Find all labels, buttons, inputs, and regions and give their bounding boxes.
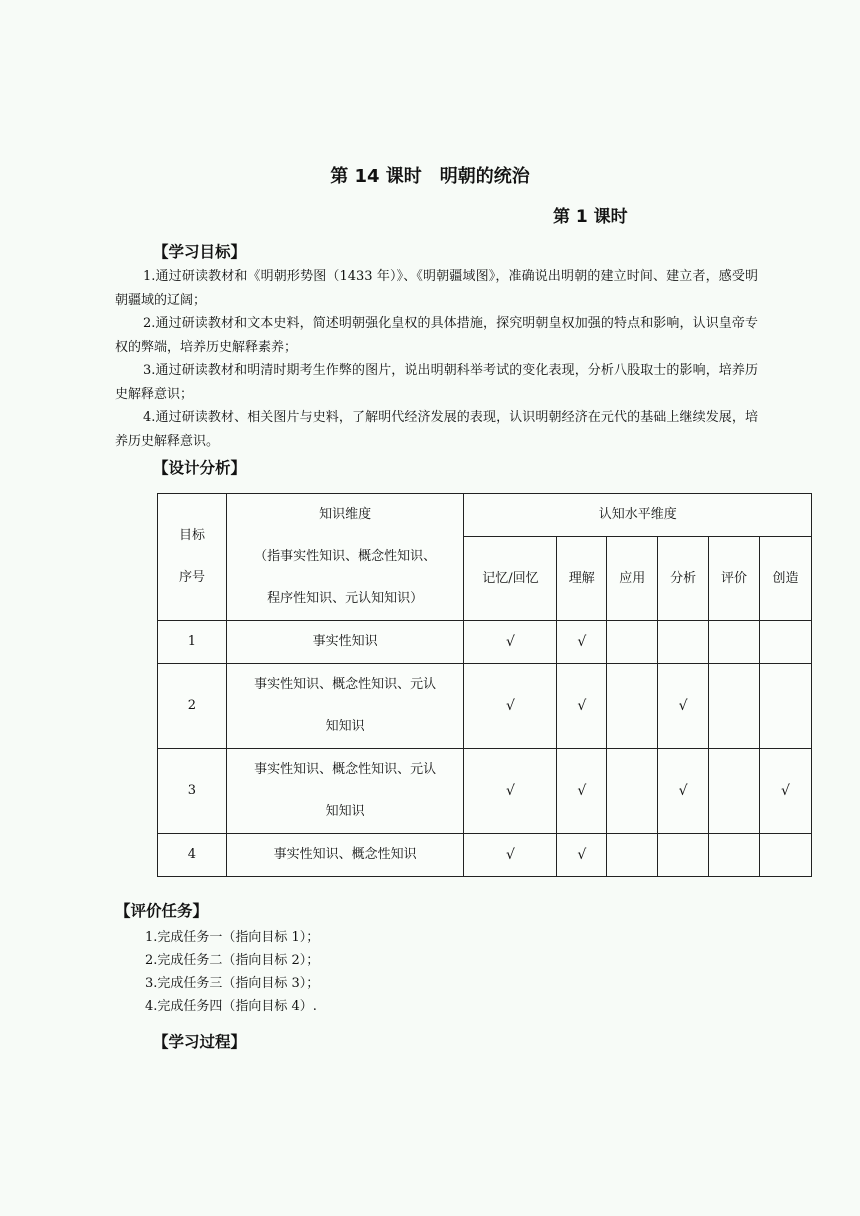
row-knowledge: 事实性知识、概念性知识 (226, 834, 464, 877)
design-analysis-table (157, 493, 812, 877)
header-level-create: 创造 (760, 537, 812, 621)
header-cognitive-dimension: 认知水平维度 (464, 494, 812, 537)
objective-item-4: 4.通过研读教材、相关图片与史料，了解明代经济发展的表现，认识明朝经济在元代的基础上继续发展，培养历史解释意识。 (115, 410, 758, 449)
evaluation-heading: 【评价任务】 (115, 902, 209, 920)
row-mark (607, 621, 658, 664)
header-level-analyze: 分析 (658, 537, 709, 621)
page-title: 第 14 课时 明朝的统治 (330, 166, 530, 187)
row-mark (607, 749, 658, 834)
table-row (158, 834, 812, 877)
evaluation-item-1: 1.完成任务一（指向目标 1）； (145, 930, 320, 945)
evaluation-item-3: 3.完成任务三（指向目标 3）； (145, 976, 320, 991)
header-level-remember: 记忆/回忆 (464, 537, 557, 621)
objectives-heading: 【学习目标】 (153, 243, 247, 261)
row-mark: √ (557, 621, 607, 664)
row-knowledge: 事实性知识 (226, 621, 464, 664)
row-mark: √ (464, 664, 557, 749)
header-target-number: 目标 序号 (158, 494, 227, 621)
row-mark: √ (658, 749, 709, 834)
row-mark: √ (464, 834, 557, 877)
row-mark (607, 664, 658, 749)
evaluation-item-2: 2.完成任务二（指向目标 2）； (145, 953, 320, 968)
row-mark: √ (557, 664, 607, 749)
header-level-apply: 应用 (607, 537, 658, 621)
row-mark (658, 621, 709, 664)
row-mark (760, 664, 812, 749)
table-row (158, 664, 812, 749)
objective-item-1: 1.通过研读教材和《明朝形势图（1433 年）》、《明朝疆域图》，准确说出明朝的建立时间、建立者，感受明朝疆域的辽阔； (115, 269, 758, 308)
row-mark: √ (557, 834, 607, 877)
row-mark: √ (464, 749, 557, 834)
row-mark: √ (760, 749, 812, 834)
row-mark (760, 834, 812, 877)
header-level-understand: 理解 (557, 537, 607, 621)
row-mark (760, 621, 812, 664)
row-number: 4 (158, 834, 227, 877)
row-mark (607, 834, 658, 877)
table-row (158, 749, 812, 834)
table-row (158, 621, 812, 664)
header-knowledge-dimension: 知识维度 （指事实性知识、概念性知识、 程序性知识、元认知知识） (226, 494, 464, 621)
objective-item-2: 2.通过研读教材和文本史料，简述明朝强化皇权的具体措施，探究明朝皇权加强的特点和影响，认识皇帝专权的弊端，培养历史解释素养； (115, 316, 758, 355)
objective-item-3: 3.通过研读教材和明清时期考生作弊的图片，说出明朝科举考试的变化表现，分析八股取士的影响，培养历史解释意识； (115, 363, 758, 402)
row-number: 1 (158, 621, 227, 664)
row-mark: √ (557, 749, 607, 834)
row-knowledge: 事实性知识、概念性知识、元认 知知识 (226, 749, 464, 834)
header-level-evaluate: 评价 (709, 537, 760, 621)
design-heading: 【设计分析】 (153, 459, 247, 477)
process-heading: 【学习过程】 (153, 1033, 247, 1051)
row-mark (709, 621, 760, 664)
row-mark (709, 834, 760, 877)
row-mark (709, 664, 760, 749)
evaluation-item-4: 4.完成任务四（指向目标 4）. (145, 999, 317, 1014)
row-mark (658, 834, 709, 877)
row-mark (709, 749, 760, 834)
row-mark: √ (464, 621, 557, 664)
row-number: 2 (158, 664, 227, 749)
row-knowledge: 事实性知识、概念性知识、元认 知知识 (226, 664, 464, 749)
row-mark: √ (658, 664, 709, 749)
lesson-subtitle: 第 1 课时 (553, 207, 628, 227)
row-number: 3 (158, 749, 227, 834)
